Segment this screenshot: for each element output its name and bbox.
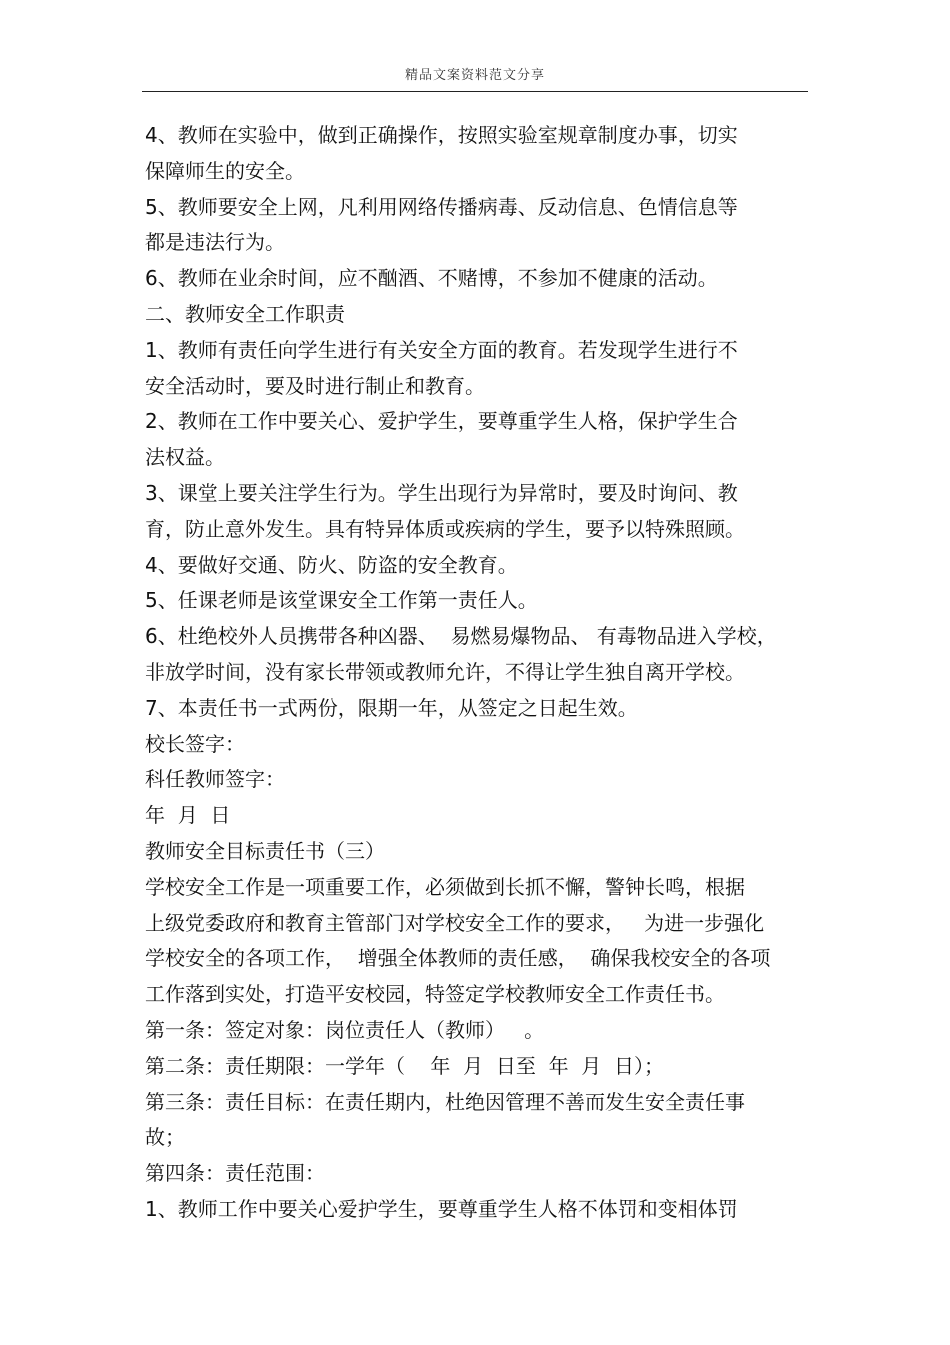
document-title: 教师安全目标责任书（三） (145, 838, 385, 863)
text-line: 上级党委政府和教育主管部门对学校安全工作的要求， 为进一步强化 (145, 910, 765, 935)
text-line: 3、课堂上要关注学生行为。学生出现行为异常时，要及时询问、教 (145, 480, 738, 505)
text-line: 5、任课老师是该堂课安全工作第一责任人。 (145, 588, 538, 613)
text-line: 非放学时间，没有家长带领或教师允许，不得让学生独自离开学校。 (145, 659, 745, 684)
signature-line-principal: 校长签字： (145, 731, 245, 756)
text-line: 4、要做好交通、防火、防盗的安全教育。 (145, 552, 518, 577)
article-line: 第一条：签定对象：岗位责任人（教师） 。 (145, 1017, 545, 1042)
text-line: 育，防止意外发生。具有特异体质或疾病的学生，要予以特殊照顾。 (145, 516, 745, 541)
text-line: 工作落到实处，打造平安校园，特签定学校教师安全工作责任书。 (145, 982, 725, 1007)
text-line: 2、教师在工作中要关心、爱护学生，要尊重学生人格，保护学生合 (145, 409, 738, 434)
date-line: 年 月 日 (145, 803, 231, 828)
text-line: 安全活动时，要及时进行制止和教育。 (145, 373, 485, 398)
text-line: 故； (145, 1125, 185, 1150)
text-line: 6、杜绝校外人员携带各种凶器、 易燃易爆物品、 有毒物品进入学校， (145, 624, 777, 649)
article-line: 第三条：责任目标：在责任期内，杜绝因管理不善而发生安全责任事 (145, 1089, 745, 1114)
section-heading: 二、教师安全工作职责 (145, 301, 345, 326)
article-line: 第二条：责任期限：一学年（ 年 月 日至 年 月 日）； (145, 1053, 665, 1078)
article-line: 第四条：责任范围： (145, 1161, 325, 1186)
text-line: 1、教师工作中要关心爱护学生，要尊重学生人格不体罚和变相体罚 (145, 1196, 738, 1221)
text-line: 7、本责任书一式两份，限期一年，从签定之日起生效。 (145, 695, 638, 720)
text-line: 都是违法行为。 (145, 230, 285, 255)
page-header: 精品文案资料范文分享 (404, 68, 545, 83)
signature-line-teacher: 科任教师签字： (145, 767, 285, 792)
text-line: 4、教师在实验中，做到正确操作，按照实验室规章制度办事，切实 (145, 123, 738, 147)
text-line: 1、教师有责任向学生进行有关安全方面的教育。若发现学生进行不 (145, 337, 738, 362)
document-body (145, 118, 805, 1228)
header-rule (142, 91, 808, 92)
text-line: 5、教师要安全上网，凡利用网络传播病毒、反动信息、色情信息等 (145, 194, 738, 219)
text-line: 法权益。 (145, 445, 225, 470)
text-line: 保障师生的安全。 (145, 158, 305, 183)
text-line: 学校安全的各项工作， 增强全体教师的责任感， 确保我校安全的各项 (145, 946, 771, 971)
text-line: 6、教师在业余时间，应不酗酒、不赌博，不参加不健康的活动。 (145, 266, 718, 291)
text-line: 学校安全工作是一项重要工作，必须做到长抓不懈，警钟长鸣，根据 (145, 874, 745, 899)
